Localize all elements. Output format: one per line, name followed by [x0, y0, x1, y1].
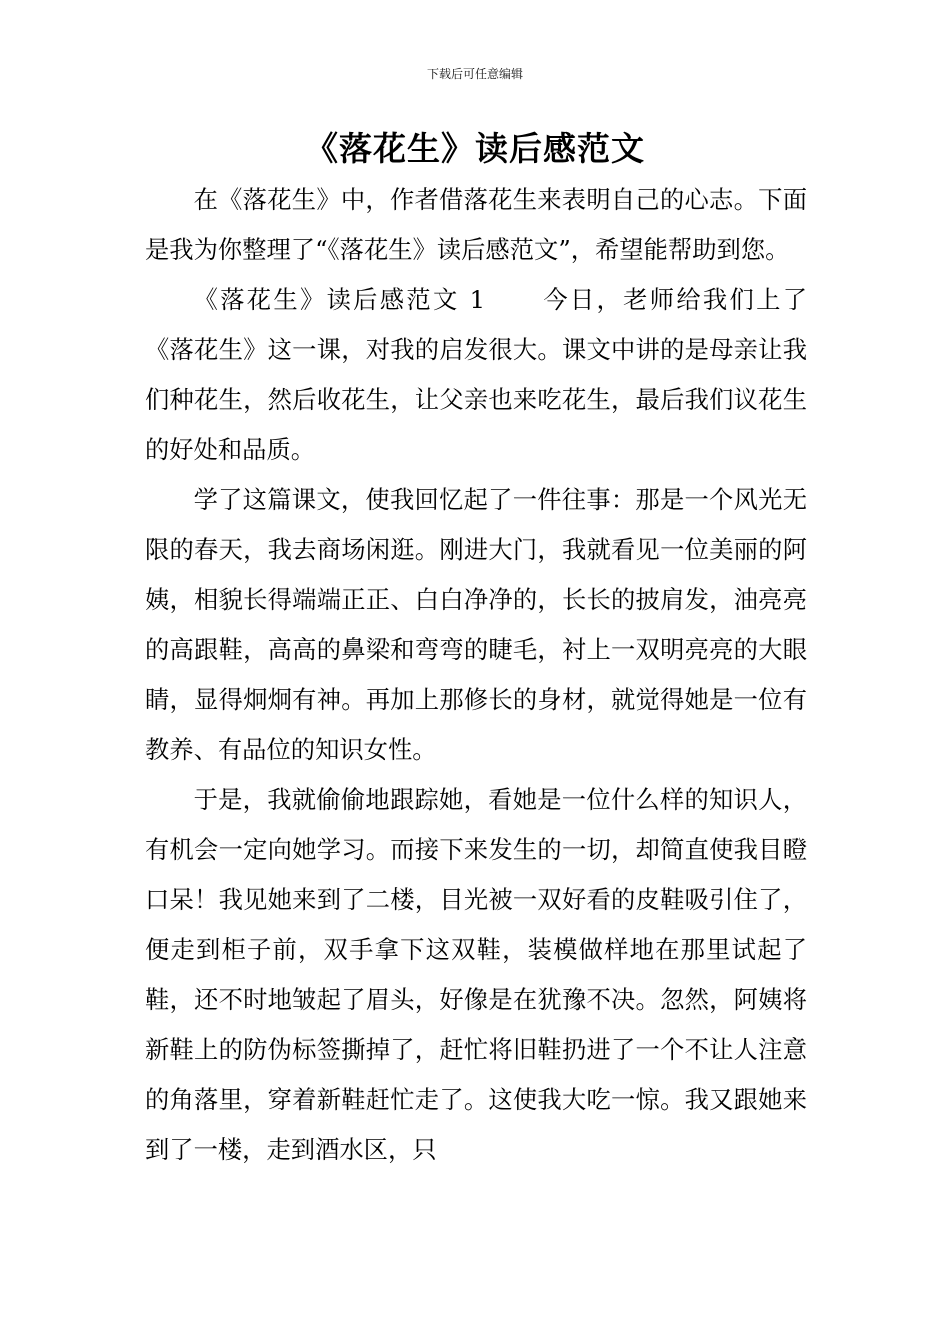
document-title: 《落花生》读后感范文: [305, 129, 645, 168]
section-heading: 《落花生》读后感范文 1: [193, 285, 486, 314]
paragraph-text: 今日，老师给我们上了《落花生》这一课，对我的启发很大。课文中讲的是母亲让我们种花生，然后收花生，让父亲也来吃花生，最后我们议花生的好处和品质。: [145, 285, 808, 464]
body-paragraph-2: 学了这篇课文，使我回忆起了一件往事：那是一个风光无限的春天，我去商场闲逛。刚进大门，我就看见一位美丽的阿姨，相貌长得端端正正、白白净净的，长长的披肩发，油亮亮的高跟鞋，高高的鼻梁和弯弯的睫毛，衬上一双明亮亮的大眼睛，显得炯炯有神。再加上那修长的身材，就觉得她是一位有教养、有品位的知识女性。: [145, 485, 807, 764]
document-body: [145, 175, 807, 1175]
section-paragraph-1: [145, 275, 807, 475]
intro-paragraph: 在《落花生》中，作者借落花生来表明自己的心志。下面是我为你整理了“《落花生》读后感范文”，希望能帮助到您。: [145, 185, 807, 264]
page-header-note: 下载后可任意编辑: [426, 67, 523, 81]
body-paragraph-3: 于是，我就偷偷地跟踪她，看她是一位什么样的知识人，有机会一定向她学习。而接下来发生的一切，却简直使我目瞪口呆！我见她来到了二楼，目光被一双好看的皮鞋吸引住了，便走到柜子前，双手拿下这双鞋，装模做样地在那里试起了鞋，还不时地皱起了眉头，好像是在犹豫不决。忽然，阿姨将新鞋上的防伪标签撕掉了，赶忙将旧鞋扔进了一个不让人注意的角落里，穿着新鞋赶忙走了。这使我大吃一惊。我又跟她来到了一楼，走到酒水区，只: [145, 785, 807, 1164]
